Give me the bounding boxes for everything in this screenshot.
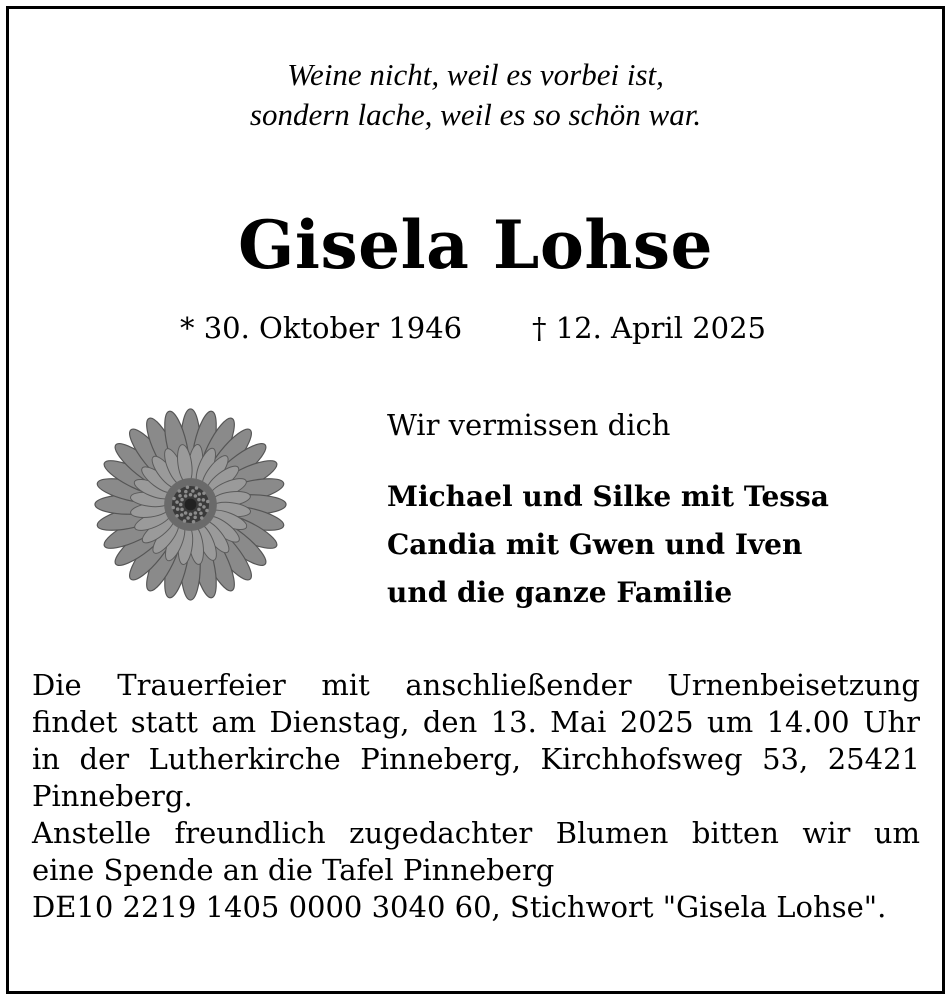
details-line: in der Lutherkirche Pinneberg, Kirchhofsweg 53, 25421 — [32, 742, 920, 776]
details-line: Die Trauerfeier mit anschließender Urnenbeisetzung — [32, 668, 920, 702]
mourner-list — [387, 473, 829, 617]
details-line: Anstelle freundlich zugedachter Blumen bitten wir um — [32, 816, 920, 850]
deceased-name: Gisela Lohse — [238, 206, 713, 284]
service-details — [32, 667, 920, 926]
mourner-line: und die ganze Familie — [387, 576, 733, 609]
gerbera-flower-icon — [93, 402, 288, 607]
details-line: Pinneberg. — [32, 779, 193, 813]
details-line: DE10 2219 1405 0000 3040 60, Stichwort "Gisela Lohse". — [32, 890, 887, 924]
birth-date: * 30. Oktober 1946 — [180, 311, 463, 345]
mourning-intro: Wir vermissen dich — [387, 408, 671, 442]
quote-line-1: Weine nicht, weil es vorbei ist, — [287, 57, 664, 92]
memorial-quote — [0, 55, 951, 135]
details-line: findet statt am Dienstag, den 13. Mai 2025 um 14.00 Uhr — [32, 705, 920, 739]
details-line: eine Spende an die Tafel Pinneberg — [32, 853, 555, 887]
death-date: † 12. April 2025 — [532, 311, 766, 345]
mourner-line: Michael und Silke mit Tessa — [387, 480, 829, 513]
quote-line-2: sondern lache, weil es so schön war. — [249, 97, 702, 132]
mourner-line: Candia mit Gwen und Iven — [387, 528, 803, 561]
